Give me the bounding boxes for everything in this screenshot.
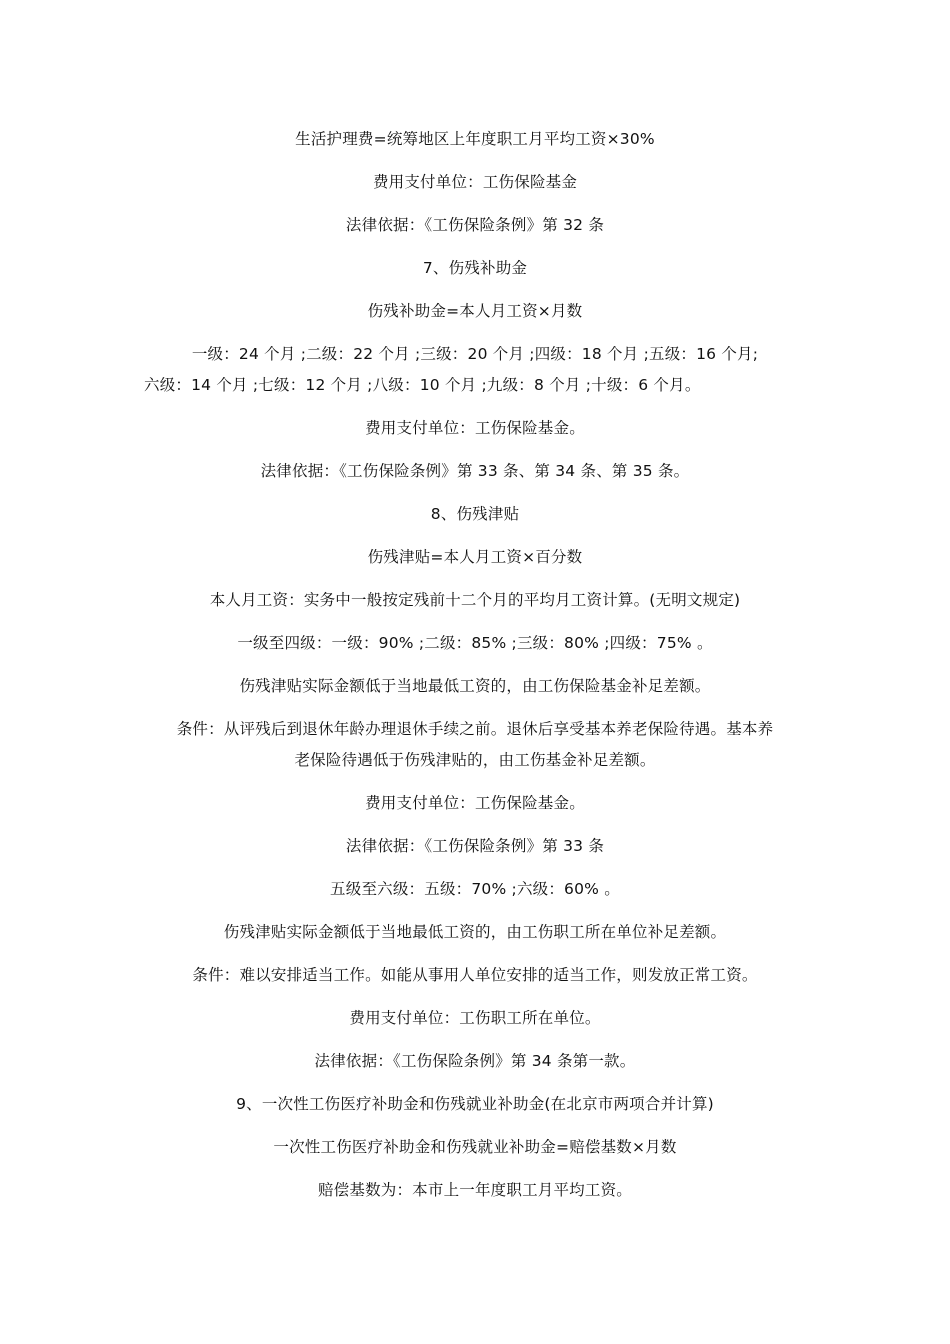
text-line: 五级至六级：五级：70% ;六级：60% 。 (330, 880, 620, 898)
text-line: 伤残津贴实际金额低于当地最低工资的，由工伤保险基金补足差额。 (239, 677, 711, 695)
section-heading-8 (150, 499, 800, 530)
text-line: 9、一次性工伤医疗补助金和伤残就业补助金(在北京市两项合并计算) (236, 1095, 714, 1113)
paragraph-disability-subsidy-formula (150, 296, 800, 327)
paragraph-nursing-fee-formula (150, 124, 800, 155)
paragraph-conditions-retirement (136, 714, 814, 776)
text-line: 伤残补助金=本人月工资×月数 (367, 302, 583, 320)
paragraph-grade-1-4-percent (150, 628, 800, 659)
paragraph-payer (150, 167, 800, 198)
text-line: 费用支付单位：工伤职工所在单位。 (349, 1009, 601, 1027)
paragraph-conditions-work (150, 960, 800, 991)
text-line: 本人月工资：实务中一般按定残前十二个月的平均月工资计算。(无明文规定) (209, 591, 741, 609)
text-line: 条件：难以安排适当工作。如能从事用人单位安排的适当工作，则发放正常工资。 (192, 966, 758, 984)
text-line: 法律依据：《工伤保险条例》第 33 条、第 34 条、第 35 条。 (260, 462, 690, 480)
text-line: 条件：从评残后到退休年龄办理退休手续之前。退休后享受基本养老保险待遇。基本养 (176, 720, 774, 738)
text-line: 一级至四级：一级：90% ;二级：85% ;三级：80% ;四级：75% 。 (237, 634, 713, 652)
text-line: 7、伤残补助金 (422, 259, 528, 277)
paragraph-payer (150, 1003, 800, 1034)
paragraph-payer (150, 788, 800, 819)
paragraph-compensation-base (150, 1175, 800, 1206)
text-line: 一级：24 个月 ;二级：22 个月 ;三级：20 个月 ;四级：18 个月 ;五级：16 个月; (191, 345, 759, 363)
paragraph-disability-allowance-formula (150, 542, 800, 573)
text-line: 费用支付单位：工伤保险基金 (372, 173, 578, 191)
paragraph-lump-sum-formula (150, 1132, 800, 1163)
text-line: 一次性工伤医疗补助金和伤残就业补助金=赔偿基数×月数 (273, 1138, 677, 1156)
paragraph-legal-basis (150, 210, 800, 241)
paragraph-grade-months (136, 339, 814, 401)
paragraph-legal-basis (150, 831, 800, 862)
text-line: 8、伤残津贴 (430, 505, 520, 523)
text-line: 伤残津贴=本人月工资×百分数 (367, 548, 583, 566)
text-line: 费用支付单位：工伤保险基金。 (365, 794, 585, 812)
section-heading-7 (150, 253, 800, 284)
paragraph-monthly-wage-note (150, 585, 800, 616)
paragraph-min-wage-employer (150, 917, 800, 948)
text-line: 老保险待遇低于伤残津贴的，由工伤基金补足差额。 (294, 751, 656, 769)
section-heading-9 (150, 1089, 800, 1120)
paragraph-legal-basis (150, 1046, 800, 1077)
text-line: 法律依据：《工伤保险条例》第 34 条第一款。 (314, 1052, 636, 1070)
text-line: 费用支付单位：工伤保险基金。 (365, 419, 585, 437)
paragraph-grade-5-6-percent (150, 874, 800, 905)
paragraph-payer (150, 413, 800, 444)
text-line: 六级：14 个月 ;七级：12 个月 ;八级：10 个月 ;九级：8 个月 ;十级：6 个月。 (144, 376, 701, 394)
paragraph-legal-basis (150, 456, 800, 487)
text-line: 法律依据：《工伤保险条例》第 32 条 (345, 216, 605, 234)
text-line: 赔偿基数为：本市上一年度职工月平均工资。 (317, 1181, 632, 1199)
text-line: 生活护理费=统筹地区上年度职工月平均工资×30% (295, 130, 655, 148)
text-line: 伤残津贴实际金额低于当地最低工资的，由工伤职工所在单位补足差额。 (223, 923, 727, 941)
paragraph-min-wage-fund (150, 671, 800, 702)
text-line: 法律依据：《工伤保险条例》第 33 条 (345, 837, 605, 855)
